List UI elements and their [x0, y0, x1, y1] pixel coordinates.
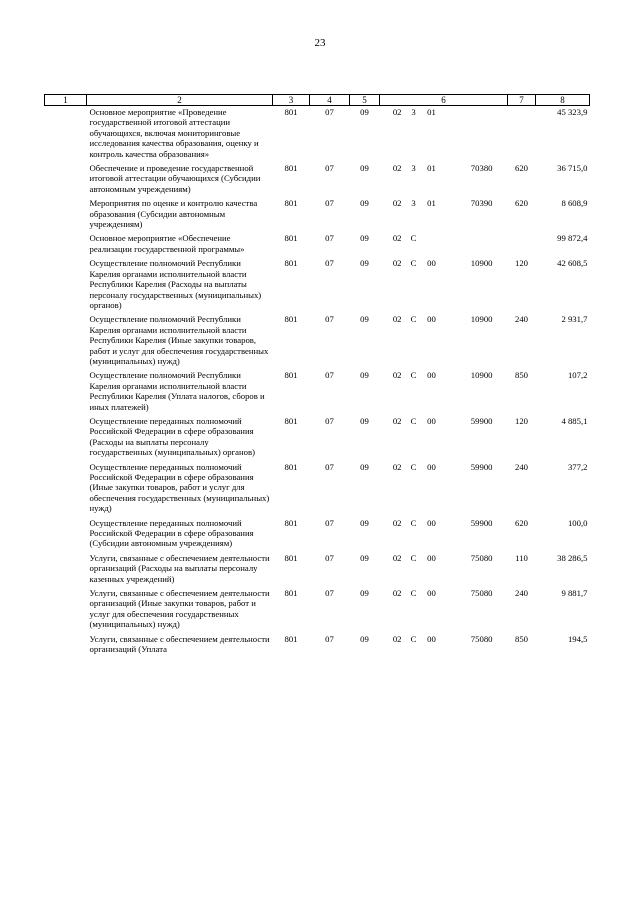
- csr-group: 00: [427, 552, 436, 563]
- csr-group: 00: [427, 370, 436, 381]
- header-cell-4: 4: [310, 95, 350, 106]
- row-csr-code: [380, 587, 508, 633]
- table-row: [45, 633, 590, 658]
- csr-direction: [441, 233, 493, 243]
- row-vr-code: 620: [514, 163, 529, 174]
- csr-program: 02: [392, 314, 402, 325]
- csr-direction: 10900: [470, 370, 493, 381]
- row-pr-code: 09: [360, 163, 369, 174]
- csr-subprogram: С: [410, 314, 417, 325]
- row-description: Основное мероприятие «Проведение государственной итоговой аттестации обучающихся, включая мониторинговые исследования качества образования, оценку и контроль качества образования»: [89, 107, 259, 159]
- row-pr-code: 09: [360, 370, 369, 381]
- row-vr-code: [508, 106, 536, 163]
- csr-subprogram: С: [410, 552, 417, 563]
- csr-direction: [441, 107, 493, 117]
- row-amount: 194,5: [567, 633, 588, 644]
- budget-table: [44, 94, 590, 658]
- table-header: [45, 95, 590, 106]
- header-cell-7: 7: [508, 95, 536, 106]
- row-amount: 2 931,7: [561, 314, 588, 325]
- row-csr-code: [380, 369, 508, 415]
- row-amount: 100,0: [567, 517, 588, 528]
- row-rz-code: 07: [325, 314, 334, 325]
- row-rz-code: 07: [325, 415, 334, 426]
- row-amount: 38 286,5: [557, 552, 588, 563]
- row-csr-code: [380, 257, 508, 313]
- csr-direction: 75080: [470, 588, 493, 599]
- cell-col1: [45, 552, 87, 587]
- csr-group: 00: [427, 314, 436, 325]
- row-description: Осуществление полномочий Республики Карелия органами исполнительной власти Республики Карелия (Иные закупки товаров, работ и услуг для обеспечения государственных (муниципальных) нужд): [89, 314, 269, 366]
- row-description: Основное мероприятие «Обеспечение реализации государственной программы»: [89, 233, 245, 254]
- row-csr-code: [380, 232, 508, 257]
- cell-col1: [45, 257, 87, 313]
- table-row: [45, 587, 590, 633]
- row-amount: 107,2: [567, 370, 588, 381]
- table-row: [45, 552, 590, 587]
- row-pr-code: 09: [360, 415, 369, 426]
- header-cell-1: 1: [45, 95, 87, 106]
- csr-program: 02: [392, 163, 402, 174]
- csr-group: 00: [427, 258, 436, 269]
- row-vr-code: 620: [514, 517, 529, 528]
- csr-direction: 75080: [470, 633, 493, 644]
- row-pr-code: 09: [360, 258, 369, 269]
- csr-direction: 59900: [470, 415, 493, 426]
- csr-program: 02: [392, 461, 402, 472]
- row-pr-code: 09: [360, 233, 369, 244]
- csr-program: 02: [392, 370, 402, 381]
- cell-col1: [45, 587, 87, 633]
- row-gr-code: 801: [284, 107, 298, 117]
- row-amount: 4 885,1: [561, 415, 588, 426]
- header-cell-6: 6: [380, 95, 508, 106]
- row-vr-code: 850: [514, 370, 529, 381]
- row-pr-code: 09: [360, 314, 369, 325]
- row-csr-code: [380, 415, 508, 461]
- row-description: Осуществление переданных полномочий Российской Федерации в сфере образования (Иные закупки товаров, работ и услуг для обеспечения государственных (муниципальных) нужд): [89, 461, 270, 514]
- row-rz-code: 07: [325, 107, 334, 117]
- table-row: [45, 415, 590, 461]
- row-description: Услуги, связанные с обеспечением деятельности организаций (Уплата: [89, 633, 270, 655]
- cell-col1: [45, 197, 87, 232]
- header-cell-5: 5: [350, 95, 380, 106]
- row-rz-code: 07: [325, 233, 334, 244]
- cell-col1: [45, 313, 87, 369]
- row-rz-code: 07: [325, 258, 334, 269]
- csr-subprogram: С: [410, 233, 417, 244]
- cell-col1: [45, 369, 87, 415]
- row-description: Осуществление полномочий Республики Карелия органами исполнительной власти Республики Карелия (Расходы на выплаты персоналу государственных (муниципальных) органов): [89, 258, 262, 310]
- row-vr-code: 120: [514, 258, 529, 269]
- row-amount: 377,2: [567, 461, 588, 472]
- csr-subprogram: С: [410, 370, 417, 381]
- row-vr-code: 120: [514, 415, 529, 426]
- header-row: [45, 95, 590, 106]
- row-rz-code: 07: [325, 552, 334, 563]
- row-rz-code: 07: [325, 461, 334, 472]
- csr-group: 00: [427, 415, 436, 426]
- csr-program: 02: [392, 633, 402, 644]
- row-description: Обеспечение и проведение государственной итоговой аттестации обучающихся (Субсидии автономным учреждениям): [89, 163, 261, 194]
- cell-col1: [45, 633, 87, 658]
- csr-program: 02: [392, 588, 402, 599]
- row-csr-code: [380, 461, 508, 517]
- row-pr-code: 09: [360, 517, 369, 528]
- row-csr-code: [380, 106, 508, 163]
- csr-program: 02: [392, 552, 402, 563]
- row-csr-code: [380, 552, 508, 587]
- table-row: [45, 313, 590, 369]
- row-gr-code: 801: [284, 517, 298, 528]
- row-pr-code: 09: [360, 198, 369, 209]
- table-row: [45, 162, 590, 197]
- row-rz-code: 07: [325, 633, 334, 644]
- csr-group: 00: [427, 633, 436, 644]
- csr-subprogram: С: [410, 588, 417, 599]
- row-amount: 8 608,9: [561, 198, 588, 209]
- row-gr-code: 801: [284, 163, 298, 174]
- csr-program: 02: [392, 233, 402, 244]
- row-description: Услуги, связанные с обеспечением деятельности организаций (Расходы на выплаты персоналу казенных учреждений): [89, 552, 270, 584]
- csr-subprogram: С: [410, 415, 417, 426]
- row-gr-code: 801: [284, 552, 298, 563]
- row-vr-code: 240: [514, 314, 529, 325]
- csr-direction: 70380: [470, 163, 493, 174]
- row-rz-code: 07: [325, 370, 334, 381]
- table-body: [45, 106, 590, 658]
- csr-direction: 59900: [470, 517, 493, 528]
- csr-subprogram: 3: [411, 163, 416, 174]
- csr-group: 01: [427, 163, 436, 174]
- row-csr-code: [380, 517, 508, 552]
- row-vr-code: [508, 232, 536, 257]
- cell-col1: [45, 162, 87, 197]
- csr-subprogram: С: [410, 633, 417, 644]
- row-amount: 45 323,9: [557, 107, 588, 117]
- cell-col1: [45, 517, 87, 552]
- table-row: [45, 106, 590, 163]
- csr-direction: 10900: [470, 258, 493, 269]
- row-vr-code: 620: [514, 198, 529, 209]
- row-csr-code: [380, 162, 508, 197]
- csr-program: 02: [392, 258, 402, 269]
- row-gr-code: 801: [284, 415, 298, 426]
- row-description: Осуществление переданных полномочий Российской Федерации в сфере образования (Расходы на выплаты персоналу государственных (муниципальных) органов): [89, 415, 255, 458]
- csr-group: [421, 233, 441, 243]
- row-rz-code: 07: [325, 517, 334, 528]
- table-row: [45, 461, 590, 517]
- row-gr-code: 801: [284, 633, 298, 644]
- csr-subprogram: С: [410, 461, 417, 472]
- header-cell-8: 8: [536, 95, 590, 106]
- csr-program: 02: [392, 517, 402, 528]
- table-row: [45, 517, 590, 552]
- row-amount: 42 608,5: [557, 258, 588, 269]
- row-gr-code: 801: [284, 461, 298, 472]
- row-description: Осуществление полномочий Республики Карелия органами исполнительной власти Республики Карелия (Уплата налогов, сборов и иных платежей): [89, 370, 265, 412]
- csr-program: 02: [392, 107, 402, 117]
- csr-direction: 59900: [470, 461, 493, 472]
- row-amount: 99 872,4: [557, 233, 588, 244]
- row-vr-code: 110: [515, 552, 528, 563]
- row-pr-code: 09: [360, 461, 369, 472]
- table-row: [45, 257, 590, 313]
- table-row: [45, 232, 590, 257]
- row-pr-code: 09: [360, 633, 369, 644]
- csr-subprogram: 3: [411, 198, 416, 209]
- csr-group: 01: [427, 107, 436, 117]
- csr-direction: 70390: [470, 198, 493, 209]
- row-rz-code: 07: [325, 198, 334, 209]
- cell-col1: [45, 106, 87, 163]
- row-amount: 9 881,7: [561, 588, 588, 599]
- csr-subprogram: 3: [411, 107, 416, 117]
- table-row: [45, 197, 590, 232]
- row-csr-code: [380, 633, 508, 658]
- row-csr-code: [380, 313, 508, 369]
- cell-col1: [45, 232, 87, 257]
- row-amount: 36 715,0: [557, 163, 588, 174]
- row-gr-code: 801: [284, 314, 298, 325]
- row-vr-code: 240: [514, 461, 529, 472]
- cell-col1: [45, 415, 87, 461]
- row-description: Услуги, связанные с обеспечением деятельности организаций (Иные закупки товаров, работ и услуг для обеспечения государственных (муниципальных) нужд): [89, 588, 270, 630]
- header-cell-3: 3: [273, 95, 310, 106]
- csr-subprogram: С: [410, 258, 417, 269]
- csr-group: 01: [427, 198, 436, 209]
- row-gr-code: 801: [284, 370, 298, 381]
- csr-group: 00: [427, 588, 436, 599]
- row-gr-code: 801: [284, 233, 298, 244]
- row-gr-code: 801: [284, 198, 298, 209]
- row-vr-code: 240: [514, 588, 529, 599]
- row-description: Мероприятия по оценке и контролю качества образования (Субсидии автономным учреждениям): [89, 198, 258, 230]
- csr-program: 02: [392, 415, 402, 426]
- row-pr-code: 09: [360, 107, 369, 117]
- row-gr-code: 801: [284, 258, 298, 269]
- cell-col1: [45, 461, 87, 517]
- header-cell-2: 2: [87, 95, 273, 106]
- row-rz-code: 07: [325, 163, 334, 174]
- csr-subprogram: С: [410, 517, 417, 528]
- row-gr-code: 801: [284, 588, 298, 599]
- table-row: [45, 369, 590, 415]
- row-pr-code: 09: [360, 552, 369, 563]
- row-description: Осуществление переданных полномочий Российской Федерации в сфере образования (Субсидии автономным учреждениям): [89, 517, 254, 549]
- csr-group: 00: [427, 461, 436, 472]
- row-rz-code: 07: [325, 588, 334, 599]
- csr-direction: 10900: [470, 314, 493, 325]
- row-vr-code: 850: [514, 633, 529, 644]
- row-csr-code: [380, 197, 508, 232]
- csr-direction: 75080: [470, 552, 493, 563]
- csr-program: 02: [392, 198, 402, 209]
- csr-group: 00: [427, 517, 436, 528]
- page-number: 23: [314, 37, 326, 49]
- row-pr-code: 09: [360, 588, 369, 599]
